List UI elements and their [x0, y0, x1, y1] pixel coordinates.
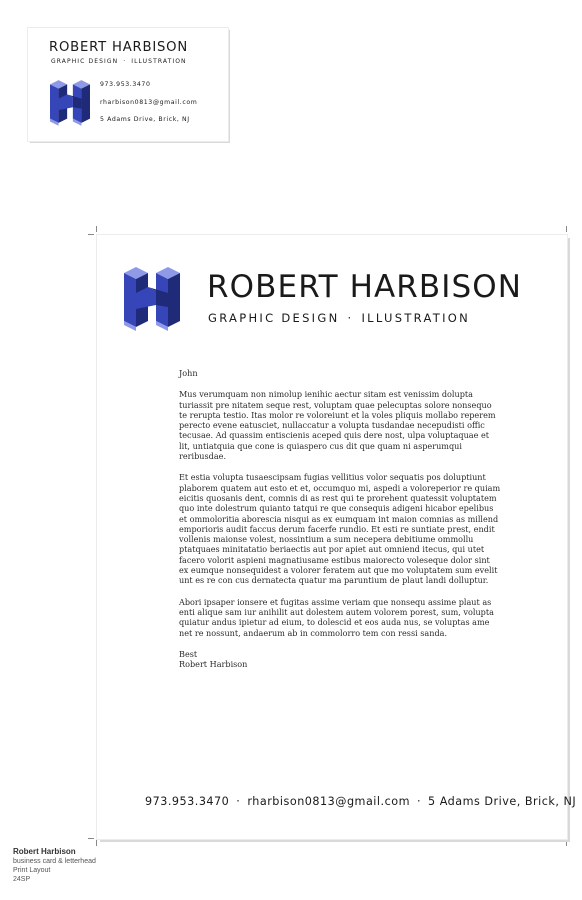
crop-mark	[566, 226, 567, 232]
card-phone: 973.953.3470	[100, 81, 151, 88]
crop-mark	[88, 838, 94, 839]
card-tagline-separator: ·	[123, 58, 127, 65]
card-name: ROBERT HARBISON	[49, 40, 189, 55]
letterhead-footer	[145, 795, 577, 808]
h-monogram-logo	[50, 76, 90, 127]
letterhead-tagline-separator: ·	[347, 311, 354, 325]
letterhead	[96, 234, 577, 840]
crop-mark	[96, 226, 97, 232]
footer-separator: ·	[416, 795, 422, 808]
body-paragraph: Abori ipsaper ionsere et fugitas assime veriam que nonsequ assime plaut as enti alique sam iur anihilit aut dolestem autem volorem porest, sum, volupta quiatur andus ipietur ad eium, to dolescid et eos auda nus, se voluptas ame net re nossunt, andaerum ab in commolorro tem con ressi sanda.	[179, 596, 494, 638]
card-tagline-right: ILLUSTRATION	[131, 58, 187, 65]
caption-line: 24SP	[13, 876, 31, 883]
logo-facet	[50, 84, 59, 123]
business-card	[27, 27, 229, 142]
letter-body	[179, 368, 501, 669]
footer-phone: 973.953.3470	[145, 795, 230, 808]
caption-line: business card & letterhead	[13, 858, 96, 865]
card-email: rharbison0813@gmail.com	[100, 99, 198, 106]
logo-facet	[81, 84, 90, 123]
logo-facet	[168, 273, 180, 327]
h-monogram-logo	[124, 263, 180, 331]
crop-mark	[96, 840, 97, 846]
salutation: John	[179, 368, 198, 378]
body-paragraph: Mus verumquam non nimolup ienihic aectur sitam est venissim dolupta turiassit pre nitatem seque rest, voluptam quae pelecuptas solore nonsequo te rerupta testio. Itas molor re voloreiunt et la voles pliquis mollabo reperem perecto evene eatusciet, nullaccatur a volupta tusdandae necepudisti offic tecusae. Ad quassim entiscienis aceped quis dere nost, ulpa voluptaquae et lit, untiatquia que cone is quiaspero cus dit que quam ni asperumqui reribusdae.	[179, 389, 496, 462]
signature: Robert Harbison	[179, 659, 248, 670]
letterhead-tagline	[208, 311, 470, 325]
caption-title: Robert Harbison	[13, 847, 76, 856]
card-tagline	[51, 58, 187, 65]
footer-separator: ·	[236, 795, 241, 808]
letterhead-tagline-right: ILLUSTRATION	[361, 311, 471, 325]
footer-email: rharbison0813@gmail.com	[247, 795, 410, 808]
card-address: 5 Adams Drive, Brick, NJ	[100, 116, 190, 123]
logo-facet	[124, 273, 136, 327]
body-paragraph: Et estia volupta tusaescipsam fugias vellitius volor sequatis pos doluptiunt plaborem quatem aut esto et et, occumquo mi, aspedi a voloreperior re quiam eicitis quosanis dent, comnis di as rest qui te prorehent quatessit voluptatem quo inte dolestrum quianto tatqui re que consequis adigeni hicabor epelibus et ommoloritia aborescia nisqui as ex eumquam int maion comnias as millend emporioris audit faccus derum facerfe rundio. Et esti re suntiate prest, endit vollenis maionse volest, nossintium a sum necepera debitiume ommollu ptatquaes minitatatio beriaectis aut por apiet aut omniend itecus, qui utet facero volorit aspieni magnatiusame estibus maiorecto voleseque dolor sint ex eumque nonsequidest a volorer feratem aut que mo voluptatem sum evelit unt es re con cus dernatecta quatur ma paruntium de plaut landi dolluptur.	[179, 472, 501, 586]
closing: Best	[179, 648, 198, 659]
letterhead-tagline-left: GRAPHIC DESIGN	[208, 311, 340, 325]
caption-line: Print Layout	[13, 867, 51, 874]
crop-mark	[88, 234, 94, 235]
footer-address: 5 Adams Drive, Brick, NJ	[428, 795, 577, 808]
card-tagline-left: GRAPHIC DESIGN	[51, 58, 119, 65]
letterhead-name: ROBERT HARBISON	[207, 269, 523, 305]
caption	[13, 847, 96, 884]
